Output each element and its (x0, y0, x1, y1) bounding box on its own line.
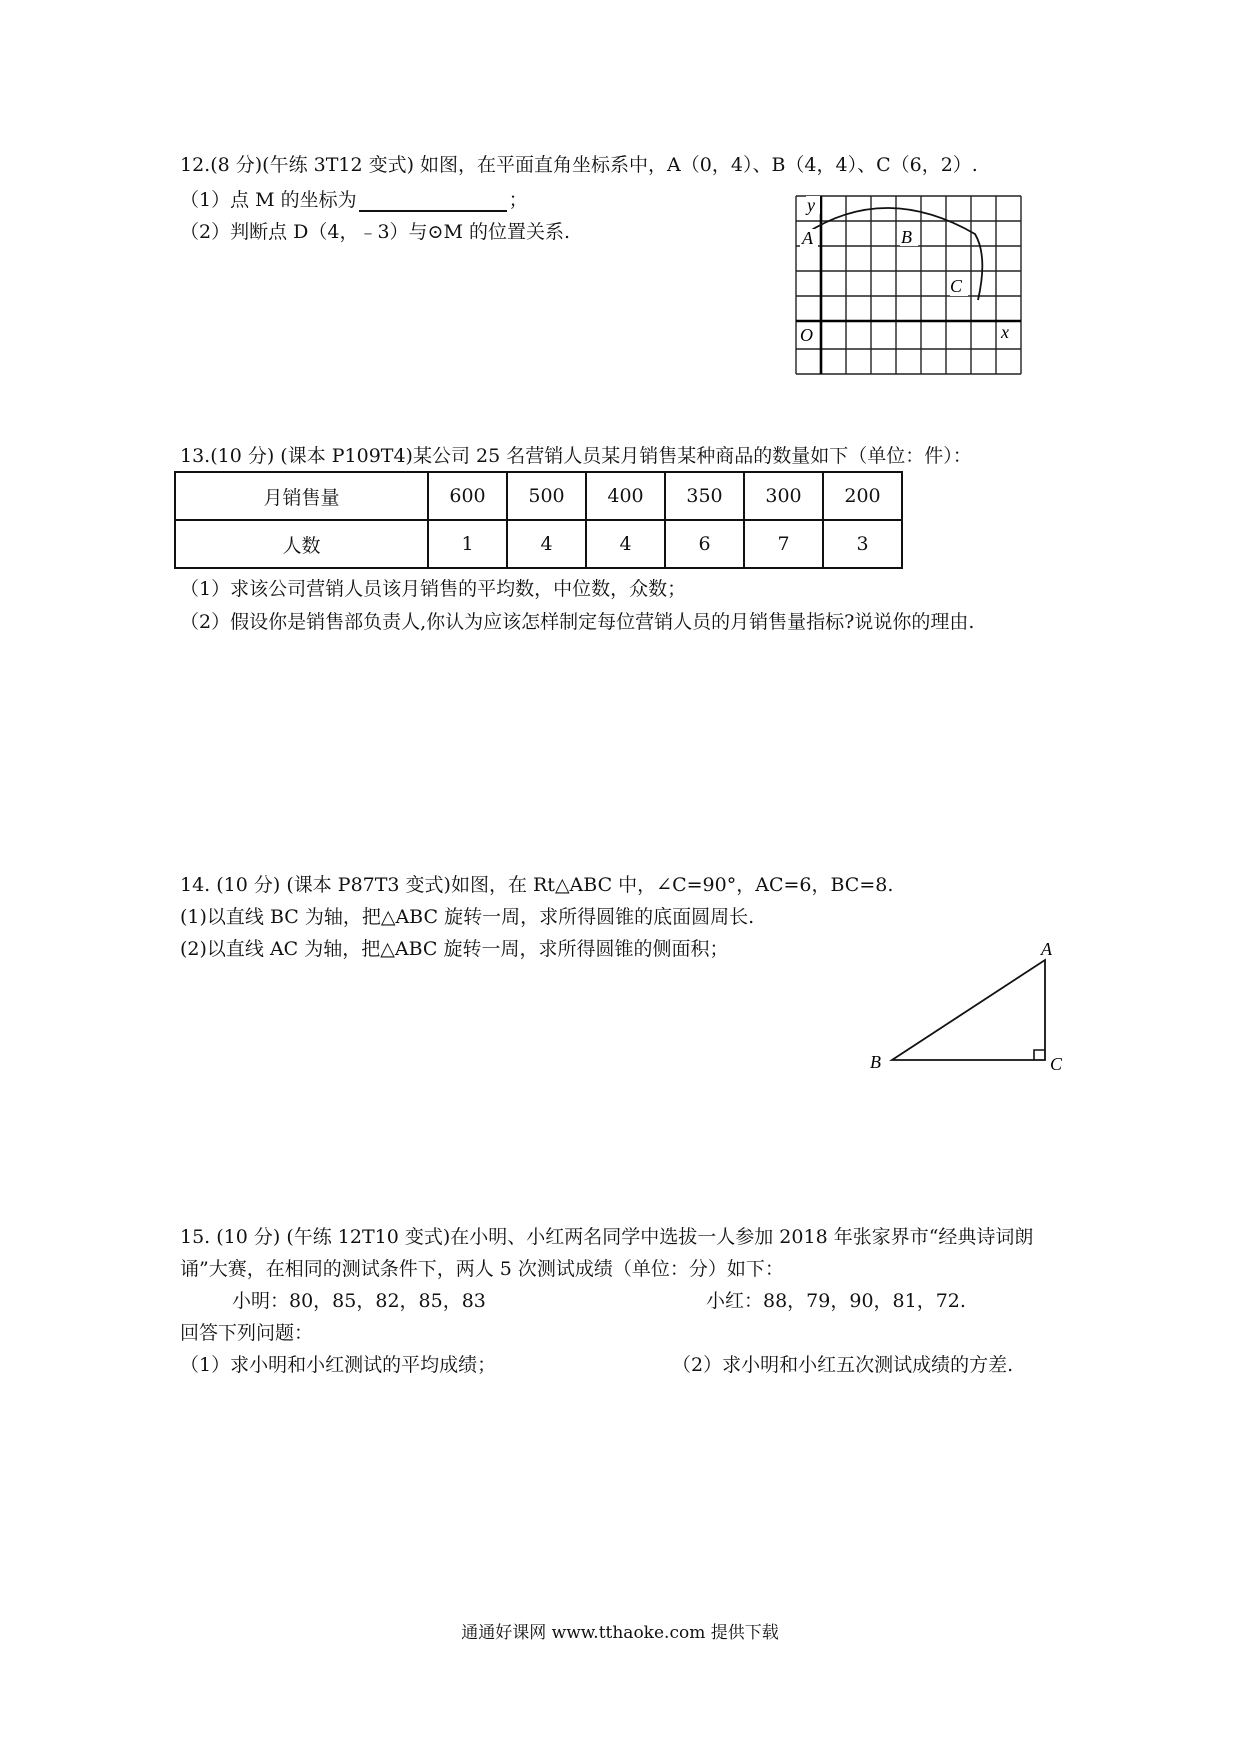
table-row (175, 472, 902, 520)
q12-part1 (180, 188, 528, 212)
table-cell: 600 (428, 472, 507, 520)
table-cell: 200 (823, 472, 902, 520)
table-header-cell: 月销售量 (175, 472, 428, 520)
label-B: B (870, 1052, 881, 1072)
page-footer: 通通好课网 www.tthaoke.com 提供下载 (461, 1623, 779, 1643)
table-cell: 1 (428, 520, 507, 568)
table-cell: 7 (744, 520, 823, 568)
q15-xiaohong-scores: 小红：88，79，90，81，72. (706, 1290, 966, 1312)
q14-triangle-figure (860, 940, 1090, 1076)
q12-part1-end: ； (508, 189, 528, 211)
label-x: x (1001, 322, 1009, 342)
label-B: B (901, 227, 912, 247)
table-cell: 400 (586, 472, 665, 520)
answer-blank (359, 192, 507, 212)
table-cell: 3 (823, 520, 902, 568)
table-cell: 350 (665, 472, 744, 520)
q14-part1: (1)以直线 BC 为轴，把△ABC 旋转一周，求所得圆锥的底面圆周长. (180, 906, 755, 928)
table-cell: 300 (744, 472, 823, 520)
label-y: y (807, 195, 815, 215)
q12-coordinate-figure (790, 192, 1030, 378)
q13-part2: （2）假设你是销售部负责人,你认为应该怎样制定每位营销人员的月销售量指标?说说你的理由. (180, 611, 975, 633)
q15-part2: （2）求小明和小红五次测试成绩的方差. (672, 1354, 1014, 1376)
q15-xiaoming-scores: 小明：80，85，82，85，83 (232, 1290, 486, 1312)
table-cell: 500 (507, 472, 586, 520)
label-O: O (800, 325, 813, 345)
right-angle-mark (1034, 1050, 1045, 1060)
q12-stem: 12.(8 分)(午练 3T12 变式) 如图，在平面直角坐标系中，A（0，4）、B（4，4）、C（6，2）. (180, 154, 978, 176)
table-cell: 4 (507, 520, 586, 568)
label-A: A (1041, 940, 1052, 959)
table-header-cell: 人数 (175, 520, 428, 568)
table-cell: 4 (586, 520, 665, 568)
q14-part2: (2)以直线 AC 为轴，把△ABC 旋转一周，求所得圆锥的侧面积； (180, 938, 729, 960)
q13-stem: 13.(10 分) (课本 P109T4)某公司 25 名营销人员某月销售某种商品的数量如下（单位：件）： (180, 445, 972, 467)
q12-part1-text: （1）点 M 的坐标为 (180, 189, 357, 211)
q15-stem-line1: 15. (10 分) (午练 12T10 变式)在小明、小红两名同学中选拔一人参加 2018 年张家界市“经典诗词朗 (180, 1226, 1034, 1248)
label-C: C (950, 276, 963, 296)
axes (796, 196, 1021, 374)
table-cell: 6 (665, 520, 744, 568)
grid (796, 196, 1021, 374)
table-row (175, 520, 902, 568)
sales-table (174, 471, 903, 569)
label-C: C (1050, 1054, 1063, 1074)
q14-stem: 14. (10 分) (课本 P87T3 变式)如图，在 Rt△ABC 中，∠C=90°，AC=6，BC=8. (180, 874, 894, 896)
q15-answer-prompt: 回答下列问题： (180, 1322, 314, 1344)
q13-part1: （1）求该公司营销人员该月销售的平均数，中位数，众数； (180, 578, 687, 600)
q12-part2: （2）判断点 D（4，﹣3）与⊙M 的位置关系. (180, 221, 570, 243)
q15-stem-line2: 诵”大赛，在相同的测试条件下，两人 5 次测试成绩（单位：分）如下： (180, 1258, 784, 1280)
label-A: A (802, 228, 813, 248)
triangle-abc (892, 960, 1045, 1060)
q15-part1: （1）求小明和小红测试的平均成绩； (180, 1354, 497, 1376)
